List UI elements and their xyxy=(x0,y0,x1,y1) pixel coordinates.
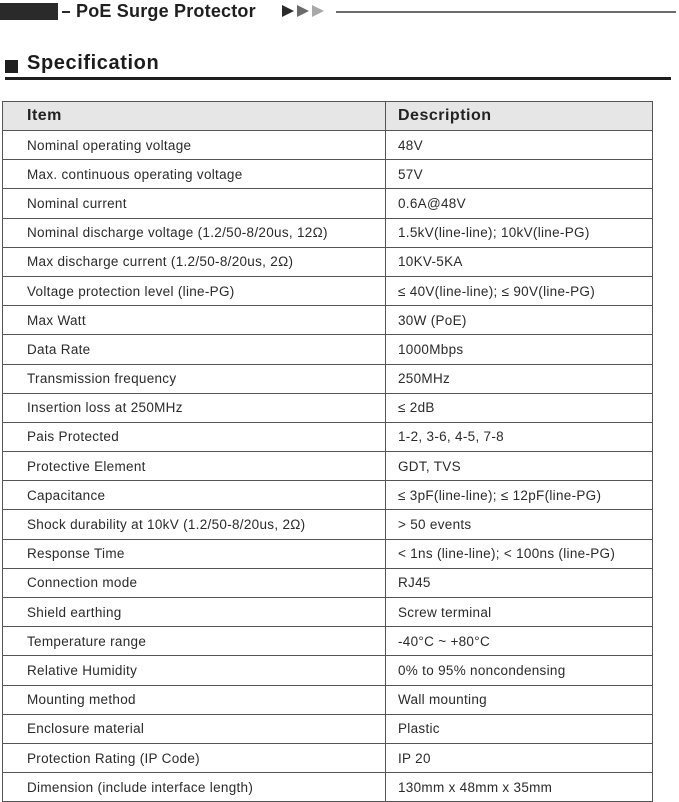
spec-item-cell: Max Watt xyxy=(3,306,386,335)
table-row xyxy=(3,393,653,422)
spec-item-cell: Nominal current xyxy=(3,189,386,218)
spec-description-cell: Plastic xyxy=(386,714,653,743)
table-row xyxy=(3,714,653,743)
spec-description-cell: -40°C ~ +80°C xyxy=(386,627,653,656)
spec-item-cell: Relative Humidity xyxy=(3,656,386,685)
spec-item-cell: Temperature range xyxy=(3,627,386,656)
section-title: Specification xyxy=(27,52,160,74)
spec-item-cell: Connection mode xyxy=(3,568,386,597)
table-row xyxy=(3,306,653,335)
square-bullet-icon xyxy=(5,60,18,73)
spec-description-cell: 0.6A@48V xyxy=(386,189,653,218)
specification-table xyxy=(2,101,653,802)
spec-item-cell: Insertion loss at 250MHz xyxy=(3,393,386,422)
spec-item-cell: Data Rate xyxy=(3,335,386,364)
table-row xyxy=(3,247,653,276)
table-body xyxy=(3,131,653,802)
spec-description-cell: 57V xyxy=(386,160,653,189)
spec-item-cell: Shield earthing xyxy=(3,598,386,627)
table-row xyxy=(3,481,653,510)
table-row xyxy=(3,276,653,305)
spec-item-cell: Voltage protection level (line-PG) xyxy=(3,276,386,305)
table-row xyxy=(3,539,653,568)
spec-description-cell: ≤ 2dB xyxy=(386,393,653,422)
spec-item-cell: Response Time xyxy=(3,539,386,568)
header-rule xyxy=(336,11,676,13)
table-row xyxy=(3,598,653,627)
spec-description-cell: ≤ 40V(line-line); ≤ 90V(line-PG) xyxy=(386,276,653,305)
table-header-row xyxy=(3,102,653,131)
table-row xyxy=(3,452,653,481)
table-row xyxy=(3,335,653,364)
spec-description-cell: < 1ns (line-line); < 100ns (line-PG) xyxy=(386,539,653,568)
product-title: PoE Surge Protector xyxy=(76,1,256,21)
spec-item-cell: Nominal discharge voltage (1.2/50-8/20us, 12Ω) xyxy=(3,218,386,247)
spec-description-cell: 0% to 95% noncondensing xyxy=(386,656,653,685)
spec-description-cell: Wall mounting xyxy=(386,685,653,714)
table-row xyxy=(3,131,653,160)
header-dash xyxy=(62,11,70,13)
spec-description-cell: 1.5kV(line-line); 10kV(line-PG) xyxy=(386,218,653,247)
spec-description-cell: 48V xyxy=(386,131,653,160)
spec-item-cell: Transmission frequency xyxy=(3,364,386,393)
spec-item-cell: Dimension (include interface length) xyxy=(3,773,386,802)
spec-description-cell: IP 20 xyxy=(386,743,653,772)
table-row xyxy=(3,773,653,802)
page-header xyxy=(0,0,679,26)
spec-item-cell: Shock durability at 10kV (1.2/50-8/20us, 2Ω) xyxy=(3,510,386,539)
specification-heading xyxy=(0,50,679,84)
spec-item-cell: Protective Element xyxy=(3,452,386,481)
spec-item-cell: Max. continuous operating voltage xyxy=(3,160,386,189)
spec-item-cell: Max discharge current (1.2/50-8/20us, 2Ω) xyxy=(3,247,386,276)
spec-description-cell: Screw terminal xyxy=(386,598,653,627)
spec-description-cell: 130mm x 48mm x 35mm xyxy=(386,773,653,802)
spec-description-cell: 1-2, 3-6, 4-5, 7-8 xyxy=(386,422,653,451)
table-row xyxy=(3,364,653,393)
column-header-item: Item xyxy=(3,102,386,131)
spec-item-cell: Mounting method xyxy=(3,685,386,714)
spec-description-cell: ≤ 3pF(line-line); ≤ 12pF(line-PG) xyxy=(386,481,653,510)
spec-description-cell: RJ45 xyxy=(386,568,653,597)
table-row xyxy=(3,627,653,656)
spec-description-cell: GDT, TVS xyxy=(386,452,653,481)
spec-description-cell: 30W (PoE) xyxy=(386,306,653,335)
spec-description-cell: 250MHz xyxy=(386,364,653,393)
table-row xyxy=(3,743,653,772)
table-row xyxy=(3,568,653,597)
triple-arrow-icon xyxy=(282,3,328,19)
section-rule xyxy=(5,77,671,80)
table-row xyxy=(3,510,653,539)
table-row xyxy=(3,189,653,218)
column-header-description: Description xyxy=(386,102,653,131)
table-row xyxy=(3,160,653,189)
header-bar-block xyxy=(0,3,58,20)
table-row xyxy=(3,218,653,247)
spec-item-cell: Enclosure material xyxy=(3,714,386,743)
table-row xyxy=(3,685,653,714)
spec-description-cell: > 50 events xyxy=(386,510,653,539)
table-row xyxy=(3,656,653,685)
spec-item-cell: Nominal operating voltage xyxy=(3,131,386,160)
spec-description-cell: 1000Mbps xyxy=(386,335,653,364)
table-row xyxy=(3,422,653,451)
spec-description-cell: 10KV-5KA xyxy=(386,247,653,276)
spec-item-cell: Capacitance xyxy=(3,481,386,510)
spec-item-cell: Pais Protected xyxy=(3,422,386,451)
spec-item-cell: Protection Rating (IP Code) xyxy=(3,743,386,772)
